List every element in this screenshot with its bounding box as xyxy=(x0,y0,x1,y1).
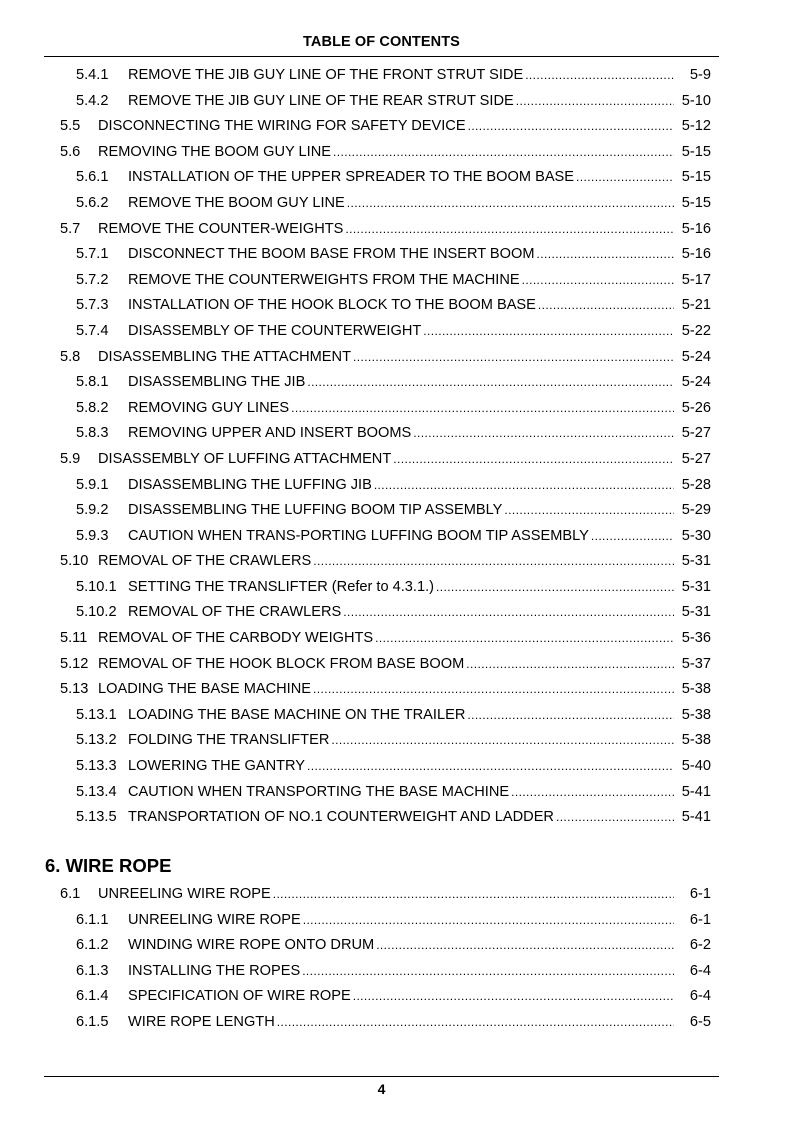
dot-leader xyxy=(436,575,674,601)
dot-leader xyxy=(467,703,674,729)
entry-number: 5.10.2 xyxy=(76,604,117,621)
toc-entry[interactable] xyxy=(76,805,711,831)
toc-entry[interactable] xyxy=(60,217,711,243)
entry-title: DISASSEMBLING THE JIB xyxy=(128,374,306,391)
entry-title: REMOVE THE COUNTER-WEIGHTS xyxy=(98,220,344,237)
toc-entry[interactable] xyxy=(60,882,711,908)
toc-entry[interactable] xyxy=(76,959,711,985)
entry-number: 5.13.1 xyxy=(76,706,117,723)
toc-entry[interactable] xyxy=(76,242,711,268)
entry-title: REMOVAL OF THE HOOK BLOCK FROM BASE BOOM xyxy=(98,655,465,672)
entry-title: REMOVING THE BOOM GUY LINE xyxy=(98,143,332,160)
entry-title: REMOVAL OF THE CRAWLERS xyxy=(128,604,342,621)
entry-number: 5.9 xyxy=(60,450,81,467)
entry-number: 6.1.1 xyxy=(76,911,109,928)
entry-title: DISASSEMBLY OF THE COUNTERWEIGHT xyxy=(128,322,422,339)
entry-title: REMOVAL OF THE CARBODY WEIGHTS xyxy=(98,630,374,647)
entry-page: 5-16 xyxy=(681,246,711,263)
dot-leader xyxy=(307,370,674,396)
entry-number: 5.12 xyxy=(60,655,89,672)
entry-number: 5.8 xyxy=(60,348,81,365)
entry-title: DISASSEMBLING THE ATTACHMENT xyxy=(98,348,351,365)
entry-page: 5-15 xyxy=(681,143,711,160)
entry-title: DISASSEMBLY OF LUFFING ATTACHMENT xyxy=(98,450,392,467)
entry-page: 5-26 xyxy=(681,399,711,416)
toc-entry[interactable] xyxy=(76,396,711,422)
dot-leader xyxy=(504,498,674,524)
entry-page: 5-21 xyxy=(681,297,711,314)
toc-entry[interactable] xyxy=(76,268,711,294)
toc-entry[interactable] xyxy=(76,293,711,319)
footer-rule xyxy=(44,1076,719,1077)
entry-title: WIRE ROPE LENGTH xyxy=(128,1013,275,1030)
dot-leader xyxy=(343,600,674,626)
entry-title: CAUTION WHEN TRANSPORTING THE BASE MACHINE xyxy=(128,783,510,800)
toc-entry[interactable] xyxy=(76,498,711,524)
entry-number: 5.13 xyxy=(60,681,89,698)
dot-leader xyxy=(353,345,674,371)
entry-number: 5.10.1 xyxy=(76,578,117,595)
entry-number: 5.4.1 xyxy=(76,67,109,83)
entry-title: REMOVING GUY LINES xyxy=(128,399,290,416)
dot-leader xyxy=(522,268,674,294)
entry-title: REMOVE THE JIB GUY LINE OF THE REAR STRUT SIDE xyxy=(128,92,514,109)
entry-number: 5.8.2 xyxy=(76,399,109,416)
entry-number: 6.1.5 xyxy=(76,1013,109,1030)
dot-leader xyxy=(556,805,674,831)
dot-leader xyxy=(393,447,674,473)
page-number: 4 xyxy=(377,1081,386,1097)
toc-entry[interactable] xyxy=(76,370,711,396)
dot-leader xyxy=(302,959,674,985)
entry-title: LOADING THE BASE MACHINE xyxy=(98,681,312,698)
entry-number: 6.1.3 xyxy=(76,962,109,979)
dot-leader xyxy=(374,473,674,499)
entry-title: REMOVAL OF THE CRAWLERS xyxy=(98,553,312,570)
entry-number: 5.9.2 xyxy=(76,502,109,519)
dot-leader xyxy=(291,396,674,422)
toc-entry[interactable] xyxy=(60,652,711,678)
entry-number: 5.13.5 xyxy=(76,809,117,826)
entry-page: 6-2 xyxy=(689,937,711,954)
dot-leader xyxy=(273,882,674,908)
entry-page: 6-1 xyxy=(689,911,711,928)
entry-page: 5-38 xyxy=(681,681,711,698)
entry-page: 5-27 xyxy=(681,425,711,442)
dot-leader xyxy=(591,524,674,550)
entry-page: 5-38 xyxy=(681,706,711,723)
entry-title: UNREELING WIRE ROPE xyxy=(128,911,301,928)
toc-entry[interactable] xyxy=(60,114,711,140)
toc-entry[interactable] xyxy=(76,1010,711,1036)
entry-page: 5-12 xyxy=(681,118,711,135)
entry-title: LOADING THE BASE MACHINE ON THE TRAILER xyxy=(128,706,466,723)
dot-leader xyxy=(333,140,674,166)
entry-page: 5-10 xyxy=(681,92,711,109)
toc-entry[interactable] xyxy=(76,575,711,601)
entry-number: 6.1 xyxy=(60,886,81,902)
dot-leader xyxy=(345,217,674,243)
entry-number: 5.7.1 xyxy=(76,246,109,263)
entry-title: UNREELING WIRE ROPE xyxy=(98,886,271,902)
header-rule xyxy=(44,56,719,57)
dot-leader xyxy=(376,933,674,959)
dot-leader xyxy=(313,677,674,703)
entry-page: 5-17 xyxy=(681,271,711,288)
dot-leader xyxy=(353,984,674,1010)
chapter-heading: 6. WIRE ROPE xyxy=(45,855,172,876)
entry-title: CAUTION WHEN TRANS-PORTING LUFFING BOOM TIP ASSEMBLY xyxy=(128,527,589,544)
entry-page: 5-37 xyxy=(681,655,711,672)
entry-title: INSTALLATION OF THE UPPER SPREADER TO THE BOOM BASE xyxy=(128,169,575,186)
toc-entry[interactable] xyxy=(76,754,711,780)
entry-page: 5-9 xyxy=(689,67,711,83)
dot-leader xyxy=(511,780,674,806)
dot-leader xyxy=(347,191,674,217)
entry-number: 5.13.4 xyxy=(76,783,117,800)
entry-number: 5.13.2 xyxy=(76,732,117,749)
entry-page: 5-31 xyxy=(681,604,711,621)
dot-leader xyxy=(538,293,674,319)
page-header-title: TABLE OF CONTENTS xyxy=(303,34,460,50)
entry-page: 5-27 xyxy=(681,450,711,467)
entry-number: 5.4.2 xyxy=(76,92,109,109)
entry-title: FOLDING THE TRANSLIFTER xyxy=(128,732,330,749)
entry-page: 5-41 xyxy=(681,809,711,826)
dot-leader xyxy=(331,728,674,754)
toc-entry[interactable] xyxy=(76,89,711,115)
entry-page: 5-16 xyxy=(681,220,711,237)
toc-entry[interactable] xyxy=(60,626,711,652)
entry-title: REMOVE THE JIB GUY LINE OF THE FRONT STRUT SIDE xyxy=(128,67,524,83)
entry-page: 5-24 xyxy=(681,374,711,391)
toc-entry[interactable] xyxy=(76,780,711,806)
toc-entry[interactable] xyxy=(76,421,711,447)
entry-title: REMOVING UPPER AND INSERT BOOMS xyxy=(128,425,412,442)
entry-number: 6.1.4 xyxy=(76,988,109,1005)
entry-title: DISCONNECT THE BOOM BASE FROM THE INSERT BOOM xyxy=(128,246,535,263)
toc-entry[interactable] xyxy=(76,908,711,934)
entry-title: INSTALLATION OF THE HOOK BLOCK TO THE BOOM BASE xyxy=(128,297,536,314)
entry-number: 5.8.3 xyxy=(76,425,109,442)
entry-page: 5-15 xyxy=(681,194,711,211)
toc-entry[interactable] xyxy=(76,984,711,1010)
dot-leader xyxy=(466,652,674,678)
toc-entry[interactable] xyxy=(76,728,711,754)
entry-page: 5-15 xyxy=(681,169,711,186)
entry-number: 5.7.2 xyxy=(76,271,109,288)
dot-leader xyxy=(537,242,674,268)
entry-page: 5-24 xyxy=(681,348,711,365)
entry-title: REMOVE THE BOOM GUY LINE xyxy=(128,194,345,211)
toc-entry[interactable] xyxy=(60,447,711,473)
entry-number: 6.1.2 xyxy=(76,937,109,954)
toc-entry[interactable] xyxy=(60,140,711,166)
entry-number: 5.6.2 xyxy=(76,194,109,211)
dot-leader xyxy=(277,1010,674,1036)
dot-leader xyxy=(525,63,674,89)
toc-entry[interactable] xyxy=(60,677,711,703)
toc-entry[interactable] xyxy=(76,524,711,550)
entry-page: 5-28 xyxy=(681,476,711,493)
entry-page: 5-38 xyxy=(681,732,711,749)
entry-number: 5.7.4 xyxy=(76,322,109,339)
entry-page: 6-4 xyxy=(689,988,711,1005)
toc-entry[interactable] xyxy=(76,165,711,191)
entry-title: WINDING WIRE ROPE ONTO DRUM xyxy=(128,937,375,954)
dot-leader xyxy=(375,626,674,652)
dot-leader xyxy=(313,549,674,575)
entry-title: SPECIFICATION OF WIRE ROPE xyxy=(128,988,351,1005)
entry-page: 5-40 xyxy=(681,758,711,775)
entry-number: 5.10 xyxy=(60,553,89,570)
entry-number: 5.9.3 xyxy=(76,527,109,544)
entry-title: DISCONNECTING THE WIRING FOR SAFETY DEVICE xyxy=(98,118,466,135)
entry-page: 5-36 xyxy=(681,630,711,647)
entry-number: 5.9.1 xyxy=(76,476,109,493)
entry-number: 5.8.1 xyxy=(76,374,109,391)
entry-number: 5.11 xyxy=(60,630,88,647)
entry-page: 5-30 xyxy=(681,527,711,544)
toc-entry[interactable] xyxy=(76,191,711,217)
toc-entry[interactable] xyxy=(60,345,711,371)
toc-entry[interactable] xyxy=(76,473,711,499)
toc-list-chapter-6 xyxy=(0,882,793,1036)
dot-leader xyxy=(576,165,674,191)
toc-entry[interactable] xyxy=(76,703,711,729)
entry-title: REMOVE THE COUNTERWEIGHTS FROM THE MACHINE xyxy=(128,271,520,288)
dot-leader xyxy=(423,319,674,345)
entry-title: DISASSEMBLING THE LUFFING BOOM TIP ASSEMBLY xyxy=(128,502,503,519)
entry-page: 5-22 xyxy=(681,322,711,339)
dot-leader xyxy=(516,89,674,115)
entry-number: 5.7 xyxy=(60,220,81,237)
entry-page: 5-41 xyxy=(681,783,711,800)
toc-entry[interactable] xyxy=(60,549,711,575)
toc-entry[interactable] xyxy=(76,933,711,959)
dot-leader xyxy=(413,421,674,447)
entry-title: DISASSEMBLING THE LUFFING JIB xyxy=(128,476,372,493)
toc-list-chapter-5 xyxy=(0,63,793,831)
entry-title: LOWERING THE GANTRY xyxy=(128,758,306,775)
dot-leader xyxy=(307,754,674,780)
entry-number: 5.7.3 xyxy=(76,297,109,314)
toc-entry[interactable] xyxy=(76,319,711,345)
entry-number: 5.6 xyxy=(60,143,81,160)
dot-leader xyxy=(303,908,674,934)
entry-title: TRANSPORTATION OF NO.1 COUNTERWEIGHT AND LADDER xyxy=(128,809,554,826)
entry-page: 5-29 xyxy=(681,502,711,519)
toc-entry[interactable] xyxy=(76,63,711,89)
entry-page: 6-4 xyxy=(689,962,711,979)
entry-title: INSTALLING THE ROPES xyxy=(128,962,301,979)
dot-leader xyxy=(468,114,674,140)
entry-page: 5-31 xyxy=(681,578,711,595)
entry-number: 5.6.1 xyxy=(76,169,109,186)
entry-title: SETTING THE TRANSLIFTER (Refer to 4.3.1.) xyxy=(128,578,434,595)
entry-page: 6-1 xyxy=(689,886,711,902)
entry-number: 5.5 xyxy=(60,118,81,135)
entry-number: 5.13.3 xyxy=(76,758,117,775)
toc-entry[interactable] xyxy=(76,600,711,626)
entry-page: 6-5 xyxy=(689,1013,711,1030)
entry-page: 5-31 xyxy=(681,553,711,570)
